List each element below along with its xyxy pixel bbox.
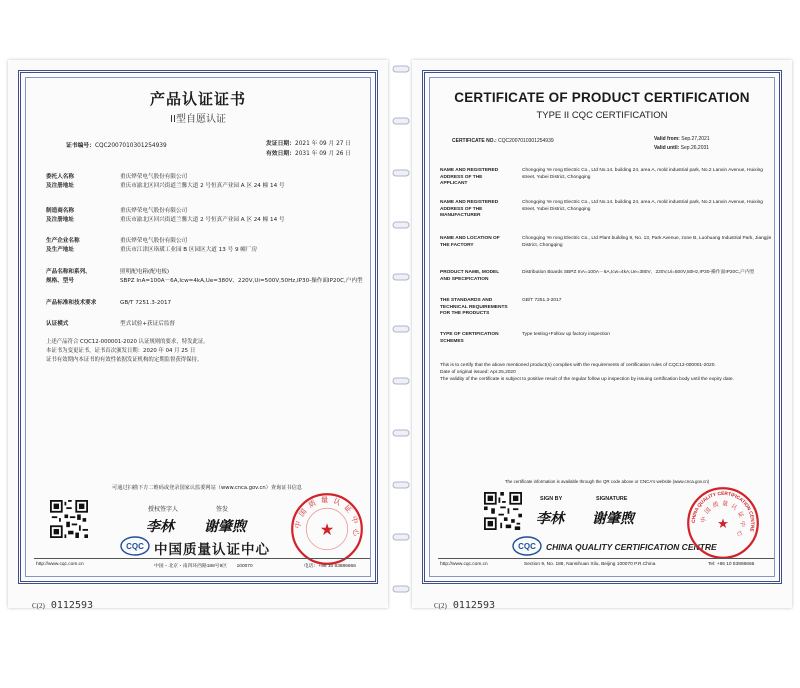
qr-code-icon <box>50 500 88 538</box>
issue-date: 发证日期：2021 年 09 月 27 日 <box>266 141 352 147</box>
svg-text:★: ★ <box>319 519 335 539</box>
svg-text:中国质量认证中心: 中国质量认证中心 <box>700 500 746 540</box>
svg-text:CQC: CQC <box>518 542 536 551</box>
certificate-notes: This is to certify that the above mentioned product(s) complies with the requirements of certification rules of CQC12-000001-2020. Date of original issued: Apr.25,2020 The validity of the certificate is subject to positive result of the regular follow up inspection by issuing certification body until the expiry date. <box>440 363 734 382</box>
website: http://www.cqc.com.cn <box>36 562 84 567</box>
phone: 电话：+86 10 83886666 <box>304 564 356 569</box>
svg-text:CQC: CQC <box>126 542 144 551</box>
certificate-subtitle: TYPE II CQC CERTIFICATION <box>536 110 668 121</box>
org-name: 中国质量认证中心 <box>154 542 270 558</box>
verify-note: 可通过扫描下方二维码或登录国家认监委网站（www.cnca.gov.cn）查询证书信息 <box>112 485 302 491</box>
official-seal-icon <box>686 486 760 560</box>
signer-signature: 李林 <box>536 511 564 527</box>
svg-text:★: ★ <box>717 517 729 533</box>
footer-divider <box>34 558 370 559</box>
address: 中国・北京・南四环西路188号9区 100070 <box>154 564 253 569</box>
signer-label: 授权签字人 <box>148 506 179 513</box>
certificate-subtitle: II型自愿认证 <box>170 114 226 125</box>
certificate-english: CERTIFICATE OF PRODUCT CERTIFICATION TYPE II CQC CERTIFICATION CERTIFICATE NO.: CQC2007010301254939 Valid from: Sep.27,2021 Valid until: Sep.26,2031 NAME AND REGISTERED ADDRESS OF THE APPLICANT Chongqing Ye rong Electric Co., Ltd No.14, building 24, area A, mold industrial park, No.2 Lanxin Avenue, Huixing street, Yubei District, Chongqing NAME AND REGISTERED ADDRESS OF THE MANUFACTURER Chongqing Ye rong Electric Co., Ltd No.14, building 24, area A, mold industrial park, No.2 Lanxin Avenue, Huixing street, Yubei District, Chongqing NAME AND LOCATION OF THE FACTORY Chongqing Ye rong Electric Co., Ltd Plant building 9, No. 13, Park Avenue, zone B, Luohuang Industrial Park, Jiangjin District, Chongqing PRODUCT NAME, MODEL AND SPECIFICATION Distribution Boards SBPZ InA=100A－6A,Icw=4kA,Ue=380V、220V,Ui=500V,50Hz,IP30-操作面IP20C,户内型 THE STANDARDS AND TECHNICAL REQUIREMENTS FOR THE PRODUCTS GB/T 7251.3-2017 TYPE OF CERTIFICATION SCHEMES Type testing+Follow up factory inspection This is to certify that the above mentioned product(s) complies with the requirements of certification rules of CQC12-000001-2020. Date of original issued: Apr.25,2020 The validity of the certificate is subject to positive result of the regular follow up inspection by issuing certification body until the expiry date. The certificate information is available through the QR code above or CNCA's website (www.cnca.gov.cn) SIGN BY SIGNATURE 李林 谢肇煦 CQC CHINA QUALITY CERTIFICATION CENTRE CHINA QUALITY CERTIFICATION CENTRE 中国质量认证中心 ★ http://www.cqc.com.cn Section 9, No. 188, Nansihuan Xilu, Beijing 100070 P.R.China Tel: +86 10 83886666 C(2) 0112593 <box>412 60 792 608</box>
certificate-title: 产品认证证书 <box>149 90 246 108</box>
issuer-signature: 谢肇煦 <box>592 511 634 527</box>
footer-divider <box>438 558 774 559</box>
cert-number: 证书编号：CQC2007010301254939 <box>66 143 167 149</box>
phone: Tel: +86 10 83886666 <box>708 562 755 567</box>
serial-number: C(2) 0112593 <box>434 600 496 611</box>
sign-by-label: SIGN BY <box>540 496 563 502</box>
official-seal-icon <box>290 492 364 566</box>
cqc-logo-icon <box>512 536 542 556</box>
cqc-logo-icon <box>120 536 150 556</box>
certificate-chinese: 产品认证证书 II型自愿认证 证书编号：CQC2007010301254939 发证日期：2021 年 09 月 27 日 有效日期：2031 年 09 月 26 日 委托人名称 重庆烨荣电气股份有限公司 及注册地址 重庆市渝北区回兴街道兰馨大道 2 号恒真产业园 A 区 24 幢 14 号 制造商名称 重庆烨荣电气股份有限公司 及注册地址 重庆市渝北区回兴街道兰馨大道 2 号恒真产业园 A 区 24 幢 14 号 生产企业名称 重庆烨荣电气股份有限公司 及生产地址 重庆市江津区珞璜工业园 B 区园区大道 13 号 9 幢厂房 产品名称和系列、 照明配电箱(配电板) 规格、型号 SBPZ InA=100A－6A,Icw=4kA,Ue=380V、220V,Ui=500V,50Hz,IP30-操作面IP20C,户内型 产品标准和技术要求 GB/T 7251.3-2017 认证模式 型式试验+获证后监督 上述产品符合 CQC12-000001-2020 认证规则的要求，特发此证。 本证书为变更证书，证书首次颁发日期：2020 年 04 月 25 日 证书有效期内本证书的有效性依据发证机构的定期监督获得保持。 可通过扫描下方二维码或登录国家认监委网站（www.cnca.gov.cn）查询证书信息 授权签字人 签发 李林 谢肇煦 CQC 中国质量认证中心 中国质量认证中心 ★ http://www.cqc.com.cn 中国・北京・南四环西路188号9区 100070 电话：+86 10 83886666 C(2) 0112593 <box>8 60 388 608</box>
signer-signature: 李林 <box>146 519 174 535</box>
qr-code-icon <box>484 492 522 530</box>
svg-text:中国质量认证中心: 中国质量认证中心 <box>292 495 362 542</box>
valid-date: 有效日期：2031 年 09 月 26 日 <box>266 151 352 157</box>
certificate-title: CERTIFICATE OF PRODUCT CERTIFICATION <box>454 90 750 105</box>
serial-number: C(2) 0112593 <box>32 600 94 611</box>
issuer-label: 签发 <box>216 506 229 513</box>
cert-number: CERTIFICATE NO.: CQC2007010301254939 <box>452 138 554 144</box>
valid-until: Valid until: Sep.26,2031 <box>654 145 710 151</box>
signature-label: SIGNATURE <box>596 496 628 502</box>
address: Section 9, No. 188, Nansihuan Xilu, Beijing 100070 P.R.China <box>524 562 656 567</box>
valid-from: Valid from: Sep.27,2021 <box>654 136 710 142</box>
svg-text:CHINA QUALITY CERTIFICATION CE: CHINA QUALITY CERTIFICATION CENTRE <box>691 491 755 532</box>
website: http://www.cqc.com.cn <box>440 562 488 567</box>
certificate-notes: 上述产品符合 CQC12-000001-2020 认证规则的要求，特发此证。 本证书为变更证书，证书首次颁发日期：2020 年 04 月 25 日 证书有效期内本证书的有效性依据发证机构的定期监督获得保持。 <box>46 339 209 363</box>
binder-holes <box>390 58 412 614</box>
verify-note: The certificate information is available through the QR code above or CNCA's website (www.cnca.gov.cn) <box>504 479 710 484</box>
issuer-signature: 谢肇煦 <box>204 519 246 535</box>
org-name: CHINA QUALITY CERTIFICATION CENTRE <box>546 542 717 552</box>
